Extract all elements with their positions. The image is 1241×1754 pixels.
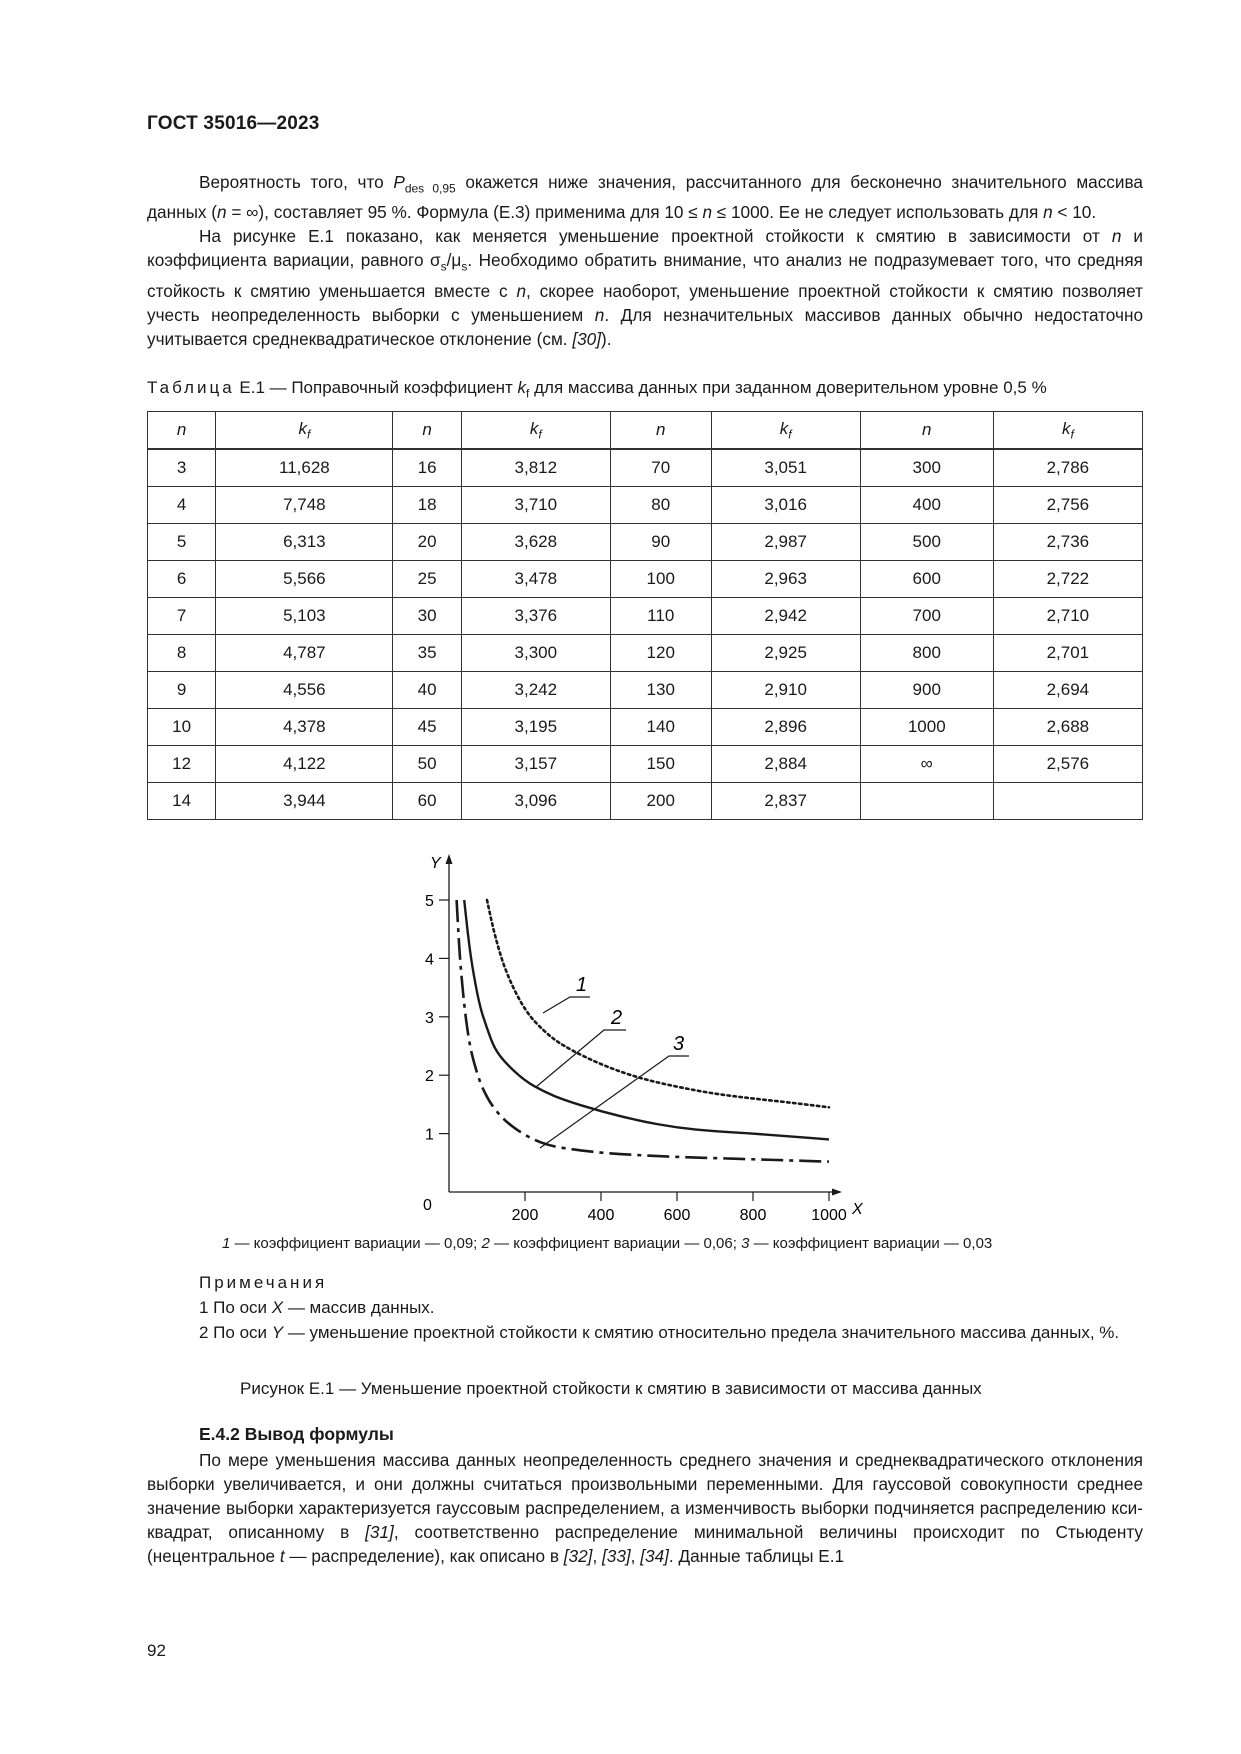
table-cell: 4,378: [216, 709, 393, 746]
table-cell: 3,710: [461, 487, 610, 524]
table-cell: 4,122: [216, 746, 393, 783]
table-cell: 3,478: [461, 561, 610, 598]
table-cell: 7,748: [216, 487, 393, 524]
y-axis-label: Y: [430, 855, 441, 872]
table-cell: 2,688: [993, 709, 1142, 746]
table-row: [148, 635, 1143, 672]
table-cell: 3,051: [711, 449, 860, 487]
table-cell: 500: [860, 524, 993, 561]
header-cell-n: n: [393, 412, 461, 450]
table-row: [148, 672, 1143, 709]
curve-label-1: [543, 974, 590, 1013]
table-cell: 120: [610, 635, 711, 672]
table-cell: 90: [610, 524, 711, 561]
table-cell: 110: [610, 598, 711, 635]
table-cell: 400: [860, 487, 993, 524]
table-cell: 2,910: [711, 672, 860, 709]
table-body: [148, 449, 1143, 820]
y-tick-label: 2: [425, 1068, 434, 1086]
curve-label-3: [540, 1033, 689, 1148]
paragraph-2: На рисунке Е.1 показано, как меняется уменьшение проектной стойкости к смятию в зависимости от n и коэффициента вариации, равного $\sigma_s/\mu_s$. Необходимо обратить внимание, что анализ не подразумевает того, что средняя стойкость к смятию уменьшается вместе с n, скорее наоборот, уменьшение проектной стойкости к смятию позволяет учесть неопределенность выборки с уменьшением n. Для незначительных массивов данных обычно недостаточно учитывается среднеквадратическое отклонение (см. [30]).: [147, 226, 1143, 349]
table-cell: 3,376: [461, 598, 610, 635]
y-axis-arrow: [446, 854, 453, 864]
table-cell: 16: [393, 449, 461, 487]
table-cell: 700: [860, 598, 993, 635]
x-axis-arrow: [832, 1189, 842, 1196]
paragraph-1: Вероятность того, что $P_{des 0,95}$ окажется ниже значения, рассчитанного для бесконечно значительного массива данных (n = ∞), составляет 95 %. Формула (Е.3) применима для 10 ≤ n ≤ 1000. Ее не следует использовать для n < 10.: [147, 172, 1143, 223]
table-cell: 35: [393, 635, 461, 672]
table-cell: 45: [393, 709, 461, 746]
table-cell: 3,096: [461, 783, 610, 820]
x-tick-label: 200: [511, 1207, 539, 1224]
table-cell: 4,556: [216, 672, 393, 709]
table-cell: 2,576: [993, 746, 1142, 783]
table-cell: 2,987: [711, 524, 860, 561]
table-cell: 50: [393, 746, 461, 783]
leader-line-1: [543, 997, 590, 1013]
table-cell: 12: [148, 746, 216, 783]
table-cell: 5,566: [216, 561, 393, 598]
table-cell: 3,944: [216, 783, 393, 820]
table-cell: 10: [148, 709, 216, 746]
table-cell: 30: [393, 598, 461, 635]
table-row: [148, 746, 1143, 783]
intro-text: [147, 170, 1143, 351]
table-cell: 6: [148, 561, 216, 598]
table-cell: 2,756: [993, 487, 1142, 524]
table-cell: 800: [860, 635, 993, 672]
table-cell: 25: [393, 561, 461, 598]
y-tick-label: 4: [425, 951, 434, 969]
figure-legend: 1 — коэффициент вариации — 0,09; 2 — коэффициент вариации — 0,06; 3 — коэффициент вариации — 0,03: [222, 1235, 993, 1252]
table-cell: 150: [610, 746, 711, 783]
table-cell: 14: [148, 783, 216, 820]
header-cell-n: n: [610, 412, 711, 450]
x-tick-label: 400: [587, 1207, 615, 1224]
table-cell: 300: [860, 449, 993, 487]
x-tick-label: 600: [663, 1207, 691, 1224]
table-cell: ∞: [860, 746, 993, 783]
table-cell: 11,628: [216, 449, 393, 487]
section-paragraph: По мере уменьшения массива данных неопределенность среднего значения и среднеквадратического отклонения выборки увеличивается, и они должны считаться произвольными переменными. Для гауссовой совокупности среднее значение выборки характеризуется гауссовым распределением, а изменчивость выборки подчиняется распределению кси-квадрат, описанному в [31], соответственно распределение минимальной величины происходит по Стьюденту (нецентральное t — распределение), как описано в [32], [33], [34]. Данные таблицы Е.1: [147, 1450, 1144, 1566]
correction-table: [147, 411, 1143, 820]
note-2: 2 По оси Y — уменьшение проектной стойкости к смятию относительно предела значительного массива данных, %.: [199, 1323, 1120, 1342]
table-header-row: [148, 412, 1143, 450]
header-cell-kf: $k_f$: [993, 412, 1142, 450]
curve-label-1-text: 1: [576, 974, 588, 996]
header-cell-n: n: [860, 412, 993, 450]
y-tick-label: 3: [425, 1009, 434, 1027]
table-cell: 3: [148, 449, 216, 487]
table-cell: 3,300: [461, 635, 610, 672]
note-1: 1 По оси X — массив данных.: [199, 1298, 435, 1317]
table-cell: 3,628: [461, 524, 610, 561]
table-cell: 2,925: [711, 635, 860, 672]
table-cell: 2,896: [711, 709, 860, 746]
y-ticks: [423, 893, 449, 1214]
table-cell: 3,242: [461, 672, 610, 709]
table-cell: 80: [610, 487, 711, 524]
table-cell: 2,710: [993, 598, 1142, 635]
table-row: [148, 709, 1143, 746]
section-title: Е.4.2 Вывод формулы: [199, 1424, 394, 1444]
table-cell: 70: [610, 449, 711, 487]
table-cell: 6,313: [216, 524, 393, 561]
curve-label-2: [536, 1007, 626, 1087]
table-row: [148, 783, 1143, 820]
header-cell-kf: $k_f$: [711, 412, 860, 450]
figure-notes: [147, 1270, 1143, 1345]
y-tick-label: 1: [425, 1126, 434, 1144]
table-cell: 600: [860, 561, 993, 598]
table-caption: Таблица Е.1 — Поправочный коэффициент $k_f$ для массива данных при заданном доверительном уровне 0,5 %: [147, 378, 1047, 401]
table-cell: 2,786: [993, 449, 1142, 487]
x-axis-label: X: [852, 1201, 863, 1218]
header-cell-kf: $k_f$: [216, 412, 393, 450]
table-cell: 4: [148, 487, 216, 524]
document-header: ГОСТ 35016—2023: [147, 113, 320, 134]
table-cell: 2,837: [711, 783, 860, 820]
section-text: [147, 1448, 1143, 1568]
table-row: [148, 561, 1143, 598]
table-cell: 5,103: [216, 598, 393, 635]
table-cell: 2,722: [993, 561, 1142, 598]
table-cell: 1000: [860, 709, 993, 746]
table-cell: 130: [610, 672, 711, 709]
table-row: [148, 598, 1143, 635]
series-line-2: [464, 900, 829, 1139]
series-layer: [457, 900, 829, 1162]
table-cell: 200: [610, 783, 711, 820]
notes-heading: Примечания: [199, 1273, 328, 1292]
table-cell: 7: [148, 598, 216, 635]
table-cell: 2,963: [711, 561, 860, 598]
curve-label-2-text: 2: [611, 1007, 623, 1029]
x-tick-label: 800: [739, 1207, 767, 1224]
table-row: [148, 449, 1143, 487]
header-cell-n: n: [148, 412, 216, 450]
leader-line-3: [540, 1056, 689, 1148]
table-cell: 3,157: [461, 746, 610, 783]
table-cell: 2,884: [711, 746, 860, 783]
table-cell: 8: [148, 635, 216, 672]
figure-title: Рисунок Е.1 — Уменьшение проектной стойкости к смятию в зависимости от массива данных: [240, 1379, 982, 1398]
y-tick-label: 5: [425, 893, 434, 910]
table-cell: [993, 783, 1142, 820]
table-cell: 4,787: [216, 635, 393, 672]
table-cell: 60: [393, 783, 461, 820]
table-cell: 100: [610, 561, 711, 598]
table-cell: 3,016: [711, 487, 860, 524]
table-cell: 3,195: [461, 709, 610, 746]
table-cell: 2,701: [993, 635, 1142, 672]
table-cell: 140: [610, 709, 711, 746]
table-cell: [860, 783, 993, 820]
table-cell: 5: [148, 524, 216, 561]
curve-label-3-text: 3: [673, 1033, 685, 1055]
table-row: [148, 487, 1143, 524]
table-cell: 20: [393, 524, 461, 561]
chart-svg: [380, 848, 880, 1228]
x-ticks: [512, 1192, 847, 1224]
figure-chart: [380, 848, 880, 1228]
table-cell: 3,812: [461, 449, 610, 487]
table-cell: 900: [860, 672, 993, 709]
leader-line-2: [536, 1030, 626, 1087]
table-row: [148, 524, 1143, 561]
header-cell-kf: $k_f$: [461, 412, 610, 450]
page-number: 92: [147, 1641, 166, 1660]
table-cell: 2,942: [711, 598, 860, 635]
table-cell: 18: [393, 487, 461, 524]
y-tick-label: 0: [423, 1197, 432, 1214]
table-cell: 2,736: [993, 524, 1142, 561]
series-line-1: [487, 900, 829, 1107]
table-cell: 2,694: [993, 672, 1142, 709]
x-tick-label: 1000: [811, 1207, 847, 1224]
table-cell: 40: [393, 672, 461, 709]
table-cell: 9: [148, 672, 216, 709]
